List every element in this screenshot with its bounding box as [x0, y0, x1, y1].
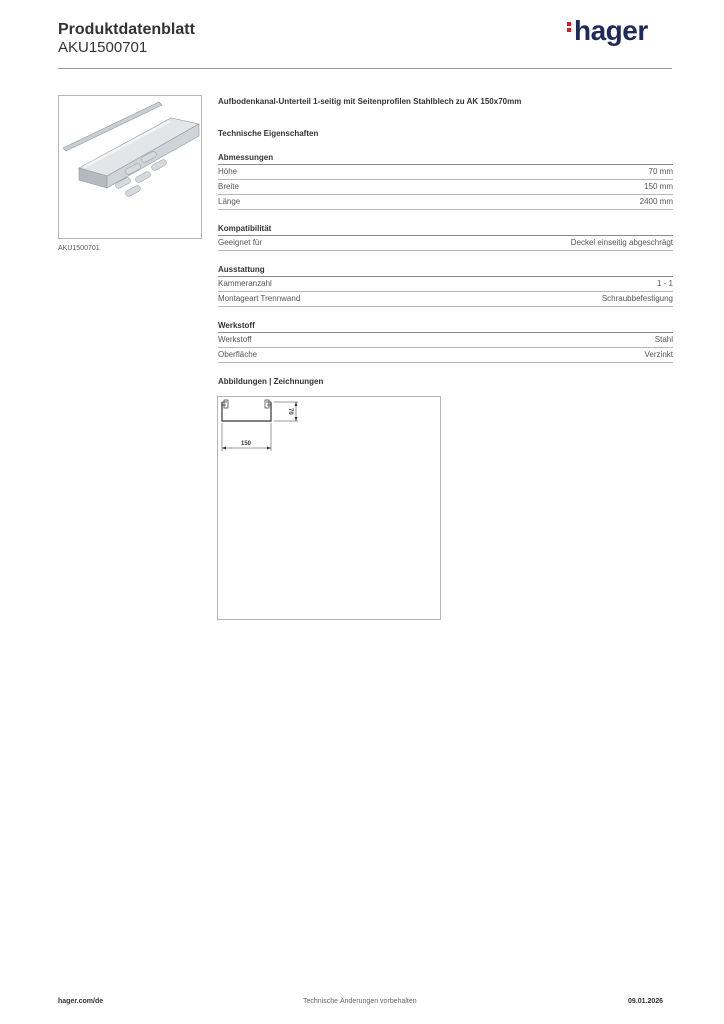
- footer-notice: Technische Änderungen vorbehalten: [303, 998, 417, 1005]
- spec-label: Länge: [218, 197, 241, 206]
- spec-value: Deckel einseitig abgeschrägt: [570, 238, 673, 247]
- section-heading: Ausstattung: [218, 265, 673, 277]
- spec-row: [218, 195, 673, 210]
- footer-date: 09.01.2026: [628, 998, 664, 1005]
- height-dimension-label: 70: [287, 408, 293, 415]
- spec-value: 70 mm: [648, 167, 673, 176]
- width-dimension-label: 150: [241, 441, 252, 447]
- cable-duct-illustration: [59, 96, 201, 238]
- page-title: Produktdatenblatt: [58, 21, 195, 38]
- spec-value: 2400 mm: [639, 197, 673, 206]
- logo-text: hager: [574, 15, 648, 46]
- properties-heading: Technische Eigenschaften: [218, 129, 319, 138]
- spec-label: Kammeranzahl: [218, 279, 272, 288]
- product-image: [58, 95, 202, 239]
- spec-value: Stahl: [654, 335, 673, 344]
- hager-logo: [567, 15, 648, 47]
- spec-row: [218, 277, 673, 292]
- section-equipment: [218, 265, 673, 307]
- technical-drawing: [217, 396, 441, 620]
- spec-value: 1 - 1: [656, 279, 673, 288]
- spec-row: [218, 292, 673, 307]
- logo-colon-icon: [567, 20, 574, 34]
- spec-label: Geeignet für: [218, 238, 263, 247]
- header-divider: [58, 68, 672, 69]
- section-dimensions: [218, 153, 673, 210]
- cross-section-drawing: [218, 397, 440, 619]
- product-image-caption: AKU1500701: [58, 245, 100, 252]
- article-number: AKU1500701: [58, 39, 148, 56]
- product-description: Aufbodenkanal-Unterteil 1-seitig mit Seitenprofilen Stahlblech zu AK 150x70mm: [218, 97, 522, 106]
- spec-label: Breite: [218, 182, 239, 191]
- spec-row: [218, 180, 673, 195]
- spec-label: Höhe: [218, 167, 238, 176]
- spec-value: 150 mm: [644, 182, 673, 191]
- spec-row: [218, 165, 673, 180]
- spec-label: Werkstoff: [218, 335, 252, 344]
- spec-value: Verzinkt: [644, 350, 673, 359]
- spec-row: [218, 333, 673, 348]
- spec-label: Montageart Trennwand: [218, 294, 301, 303]
- drawings-heading: Abbildungen | Zeichnungen: [218, 377, 324, 386]
- section-material: [218, 321, 673, 363]
- spec-label: Oberfläche: [218, 350, 258, 359]
- footer-website: hager.com/de: [58, 998, 104, 1005]
- spec-row: [218, 348, 673, 363]
- section-heading: Abmessungen: [218, 153, 673, 165]
- section-heading: Kompatibilität: [218, 224, 673, 236]
- section-compatibility: [218, 224, 673, 251]
- section-heading: Werkstoff: [218, 321, 673, 333]
- spec-content: [218, 97, 673, 386]
- spec-value: Schraubbefestigung: [601, 294, 673, 303]
- spec-row: [218, 236, 673, 251]
